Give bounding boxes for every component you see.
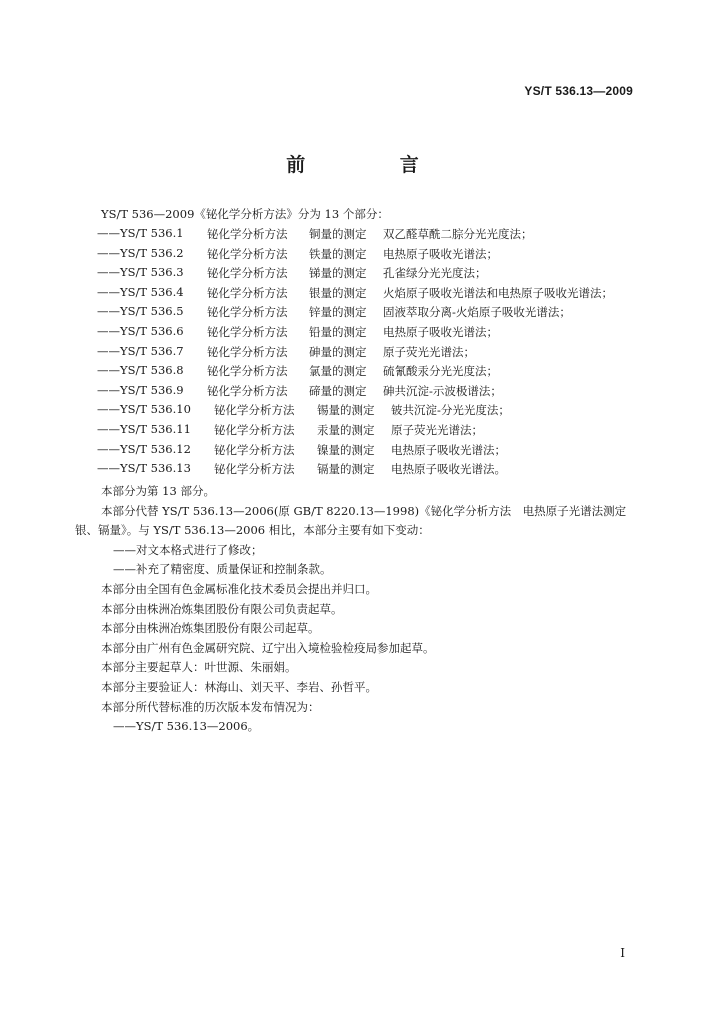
part-number: ——YS/T 536.13 (97, 461, 191, 476)
part-number: ——YS/T 536.3 (97, 265, 184, 280)
part-number: ——YS/T 536.6 (97, 323, 184, 338)
part-method: 硫氰酸汞分光光度法； (383, 364, 498, 379)
part-method: 铍共沉淀-分光光度法； (391, 403, 510, 418)
list-item (0, 344, 705, 364)
page-title: 前 言 (286, 154, 463, 176)
verifiers-paragraph: 本部分主要验证人：林海山、刘天平、李岩、孙哲平。 (101, 679, 377, 694)
responsible-paragraph: 本部分由株洲冶炼集团股份有限公司负责起草。 (101, 601, 343, 616)
part-series: 铋化学分析方法 (207, 364, 288, 379)
part-series: 铋化学分析方法 (207, 383, 288, 398)
participants-paragraph: 本部分由广州有色金属研究院、辽宁出入境检验检疫局参加起草。 (101, 640, 435, 655)
part-number: ——YS/T 536.12 (97, 441, 191, 456)
change-item: ——补充了精密度、质量保证和控制条款。 (113, 562, 332, 577)
part-element: 锡量的测定 (317, 403, 375, 418)
part-method: 电热原子吸收光谱法； (383, 246, 498, 261)
part-method: 原子荧光光谱法； (391, 422, 483, 437)
document-code: YS/T 536.13—2009 (524, 84, 633, 98)
list-item (0, 383, 705, 403)
list-item (0, 442, 705, 462)
part-element: 砷量的测定 (309, 344, 367, 359)
part-series: 铋化学分析方法 (214, 422, 295, 437)
part-series: 铋化学分析方法 (207, 344, 288, 359)
part-method: 电热原子吸收光谱法； (391, 442, 506, 457)
part-method: 固液萃取分离-火焰原子吸收光谱法； (383, 305, 571, 320)
part-number: ——YS/T 536.7 (97, 343, 184, 358)
part-number: ——YS/T 536.9 (97, 382, 184, 397)
part-method: 双乙醛草酰二腙分光光度法； (383, 227, 533, 241)
part-series: 铋化学分析方法 (214, 403, 295, 418)
part-element: 铅量的测定 (309, 324, 367, 339)
part-element: 银量的测定 (309, 285, 367, 300)
part-element: 锌量的测定 (309, 305, 367, 320)
history-intro-paragraph: 本部分所代替标准的历次版本发布情况为： (101, 699, 320, 714)
list-item (0, 402, 705, 422)
intro-paragraph: YS/T 536—2009《铋化学分析方法》分为 13 个部分： (101, 207, 389, 221)
part-number: ——YS/T 536.4 (97, 284, 184, 299)
list-item (0, 226, 705, 246)
part-number: ——YS/T 536.2 (97, 245, 184, 260)
part-element: 氯量的测定 (309, 364, 367, 379)
part-number: ——YS/T 536.10 (97, 402, 191, 417)
list-item (0, 265, 705, 285)
part-method: 砷共沉淀-示波极谱法； (383, 383, 502, 398)
page-number: I (620, 946, 625, 960)
part-series: 铋化学分析方法 (207, 285, 288, 300)
replaces-paragraph: 本部分代替 YS/T 536.13—2006(原 GB/T 8220.13—1998)《铋化学分析方法 电热原子光谱法测定银、镉量》。与 YS/T 536.13—2006 相比，本部分主要有如下变动： (75, 503, 627, 538)
history-item: ——YS/T 536.13—2006。 (113, 719, 260, 734)
part-element: 锑量的测定 (309, 266, 367, 281)
part-method: 火焰原子吸收光谱法和电热原子吸收光谱法； (383, 285, 613, 300)
this-part-paragraph: 本部分为第 13 部分。 (101, 484, 215, 498)
change-item: ——对文本格式进行了修改； (113, 542, 263, 557)
part-method: 电热原子吸收光谱法。 (391, 462, 506, 477)
part-series: 铋化学分析方法 (207, 266, 288, 281)
list-item (0, 285, 705, 305)
parts-list (0, 226, 705, 481)
part-element: 镍量的测定 (317, 442, 375, 457)
part-series: 铋化学分析方法 (207, 227, 288, 241)
part-number: ——YS/T 536.1 (97, 226, 184, 240)
list-item (0, 461, 705, 481)
part-series: 铋化学分析方法 (207, 324, 288, 339)
part-method: 孔雀绿分光光度法； (383, 266, 487, 281)
list-item (0, 324, 705, 344)
part-number: ——YS/T 536.11 (97, 421, 191, 436)
part-series: 铋化学分析方法 (214, 462, 295, 477)
drafted-by-paragraph: 本部分由株洲冶炼集团股份有限公司起草。 (101, 621, 320, 636)
part-series: 铋化学分析方法 (207, 246, 288, 261)
part-number: ——YS/T 536.5 (97, 304, 184, 319)
part-element: 铜量的测定 (309, 227, 367, 241)
list-item (0, 422, 705, 442)
list-item (0, 304, 705, 324)
part-method: 电热原子吸收光谱法； (383, 324, 498, 339)
part-series: 铋化学分析方法 (207, 305, 288, 320)
foreword-body (0, 482, 705, 737)
part-method: 原子荧光光谱法； (383, 344, 475, 359)
part-element: 镉量的测定 (317, 462, 375, 477)
part-element: 汞量的测定 (317, 422, 375, 437)
part-series: 铋化学分析方法 (214, 442, 295, 457)
proposed-by-paragraph: 本部分由全国有色金属标准化技术委员会提出并归口。 (101, 581, 377, 596)
list-item (0, 246, 705, 266)
part-number: ——YS/T 536.8 (97, 363, 184, 378)
list-item (0, 363, 705, 383)
part-element: 铁量的测定 (309, 246, 367, 261)
drafters-paragraph: 本部分主要起草人：叶世源、朱丽娟。 (101, 660, 297, 675)
part-element: 碲量的测定 (309, 383, 367, 398)
